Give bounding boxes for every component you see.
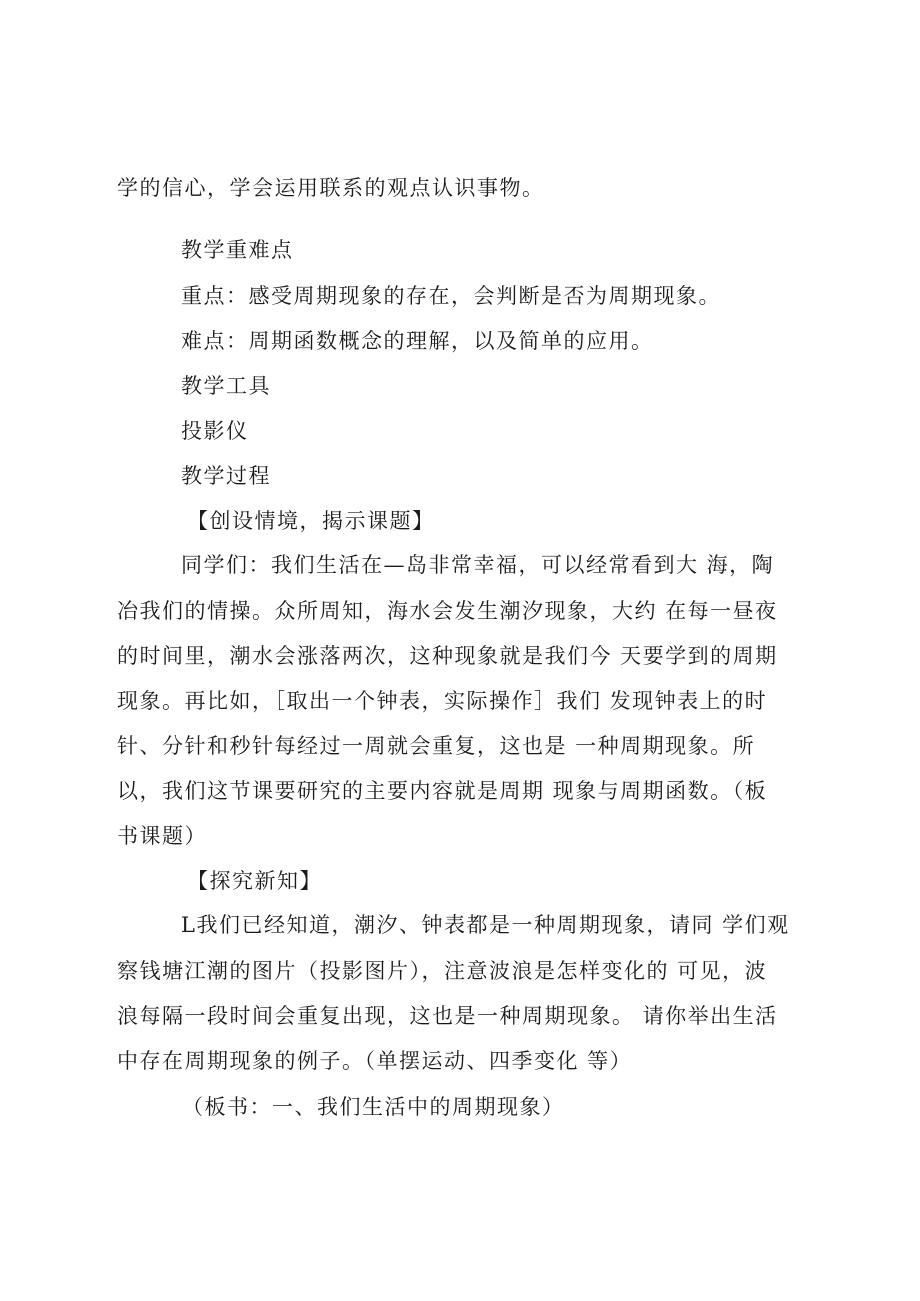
key-difficult-heading: 教学重难点 bbox=[181, 238, 294, 262]
tools-heading: 教学工具 bbox=[181, 374, 271, 398]
board-note: （板书：一、我们生活中的周期现象） bbox=[182, 1095, 565, 1119]
section1-line-7: 书课题） bbox=[117, 824, 207, 848]
process-heading: 教学过程 bbox=[181, 464, 271, 488]
key-point: 重点：感受周期现象的存在，会判断是否为周期现象。 bbox=[181, 284, 721, 308]
section2-line-2: 察钱塘江潮的图片（投影图片），注意波浪是怎样变化的 可见，波 bbox=[117, 959, 768, 983]
section1-line-2: 冶我们的情操。众所周知，海水会发生潮汐现象，大约 在每一昼夜 bbox=[117, 599, 778, 623]
section1-line-3: 的时间里，潮水会涨落两次，这种现象就是我们今 天要学到的周期 bbox=[117, 644, 778, 668]
section2-line-3: 浪每隔一段时间会重复出现，这也是一种周期现象。 请你举出生活 bbox=[117, 1004, 778, 1028]
tools-item: 投影仪 bbox=[181, 419, 249, 443]
section2-line-1: L我们已经知道，潮汐、钟表都是一种周期现象，请同 学们观 bbox=[181, 913, 790, 937]
section2-line-4: 中存在周期现象的例子。（单摆运动、四季变化 等） bbox=[117, 1049, 633, 1073]
section2-heading: 【探究新知】 bbox=[187, 869, 322, 893]
section1-heading: 【创设情境，揭示课题】 bbox=[187, 509, 435, 533]
section1-line-6: 以，我们这节课要研究的主要内容就是周期 现象与周期函数。（板 bbox=[117, 779, 768, 803]
difficult-point: 难点：周期函数概念的理解，以及简单的应用。 bbox=[181, 329, 654, 353]
section1-line-5: 针、分针和秒针每经过一周就会重复，这也是 一种周期现象。所 bbox=[117, 734, 756, 758]
section1-line-4: 现象。再比如，［取出一个钟表，实际操作］我们 发现钟表上的时 bbox=[117, 689, 768, 713]
intro-end-line: 学的信心，学会运用联系的观点认识事物。 bbox=[117, 176, 545, 200]
section1-line-1: 同学们：我们生活在—岛非常幸福，可以经常看到大 海，陶 bbox=[181, 553, 775, 577]
